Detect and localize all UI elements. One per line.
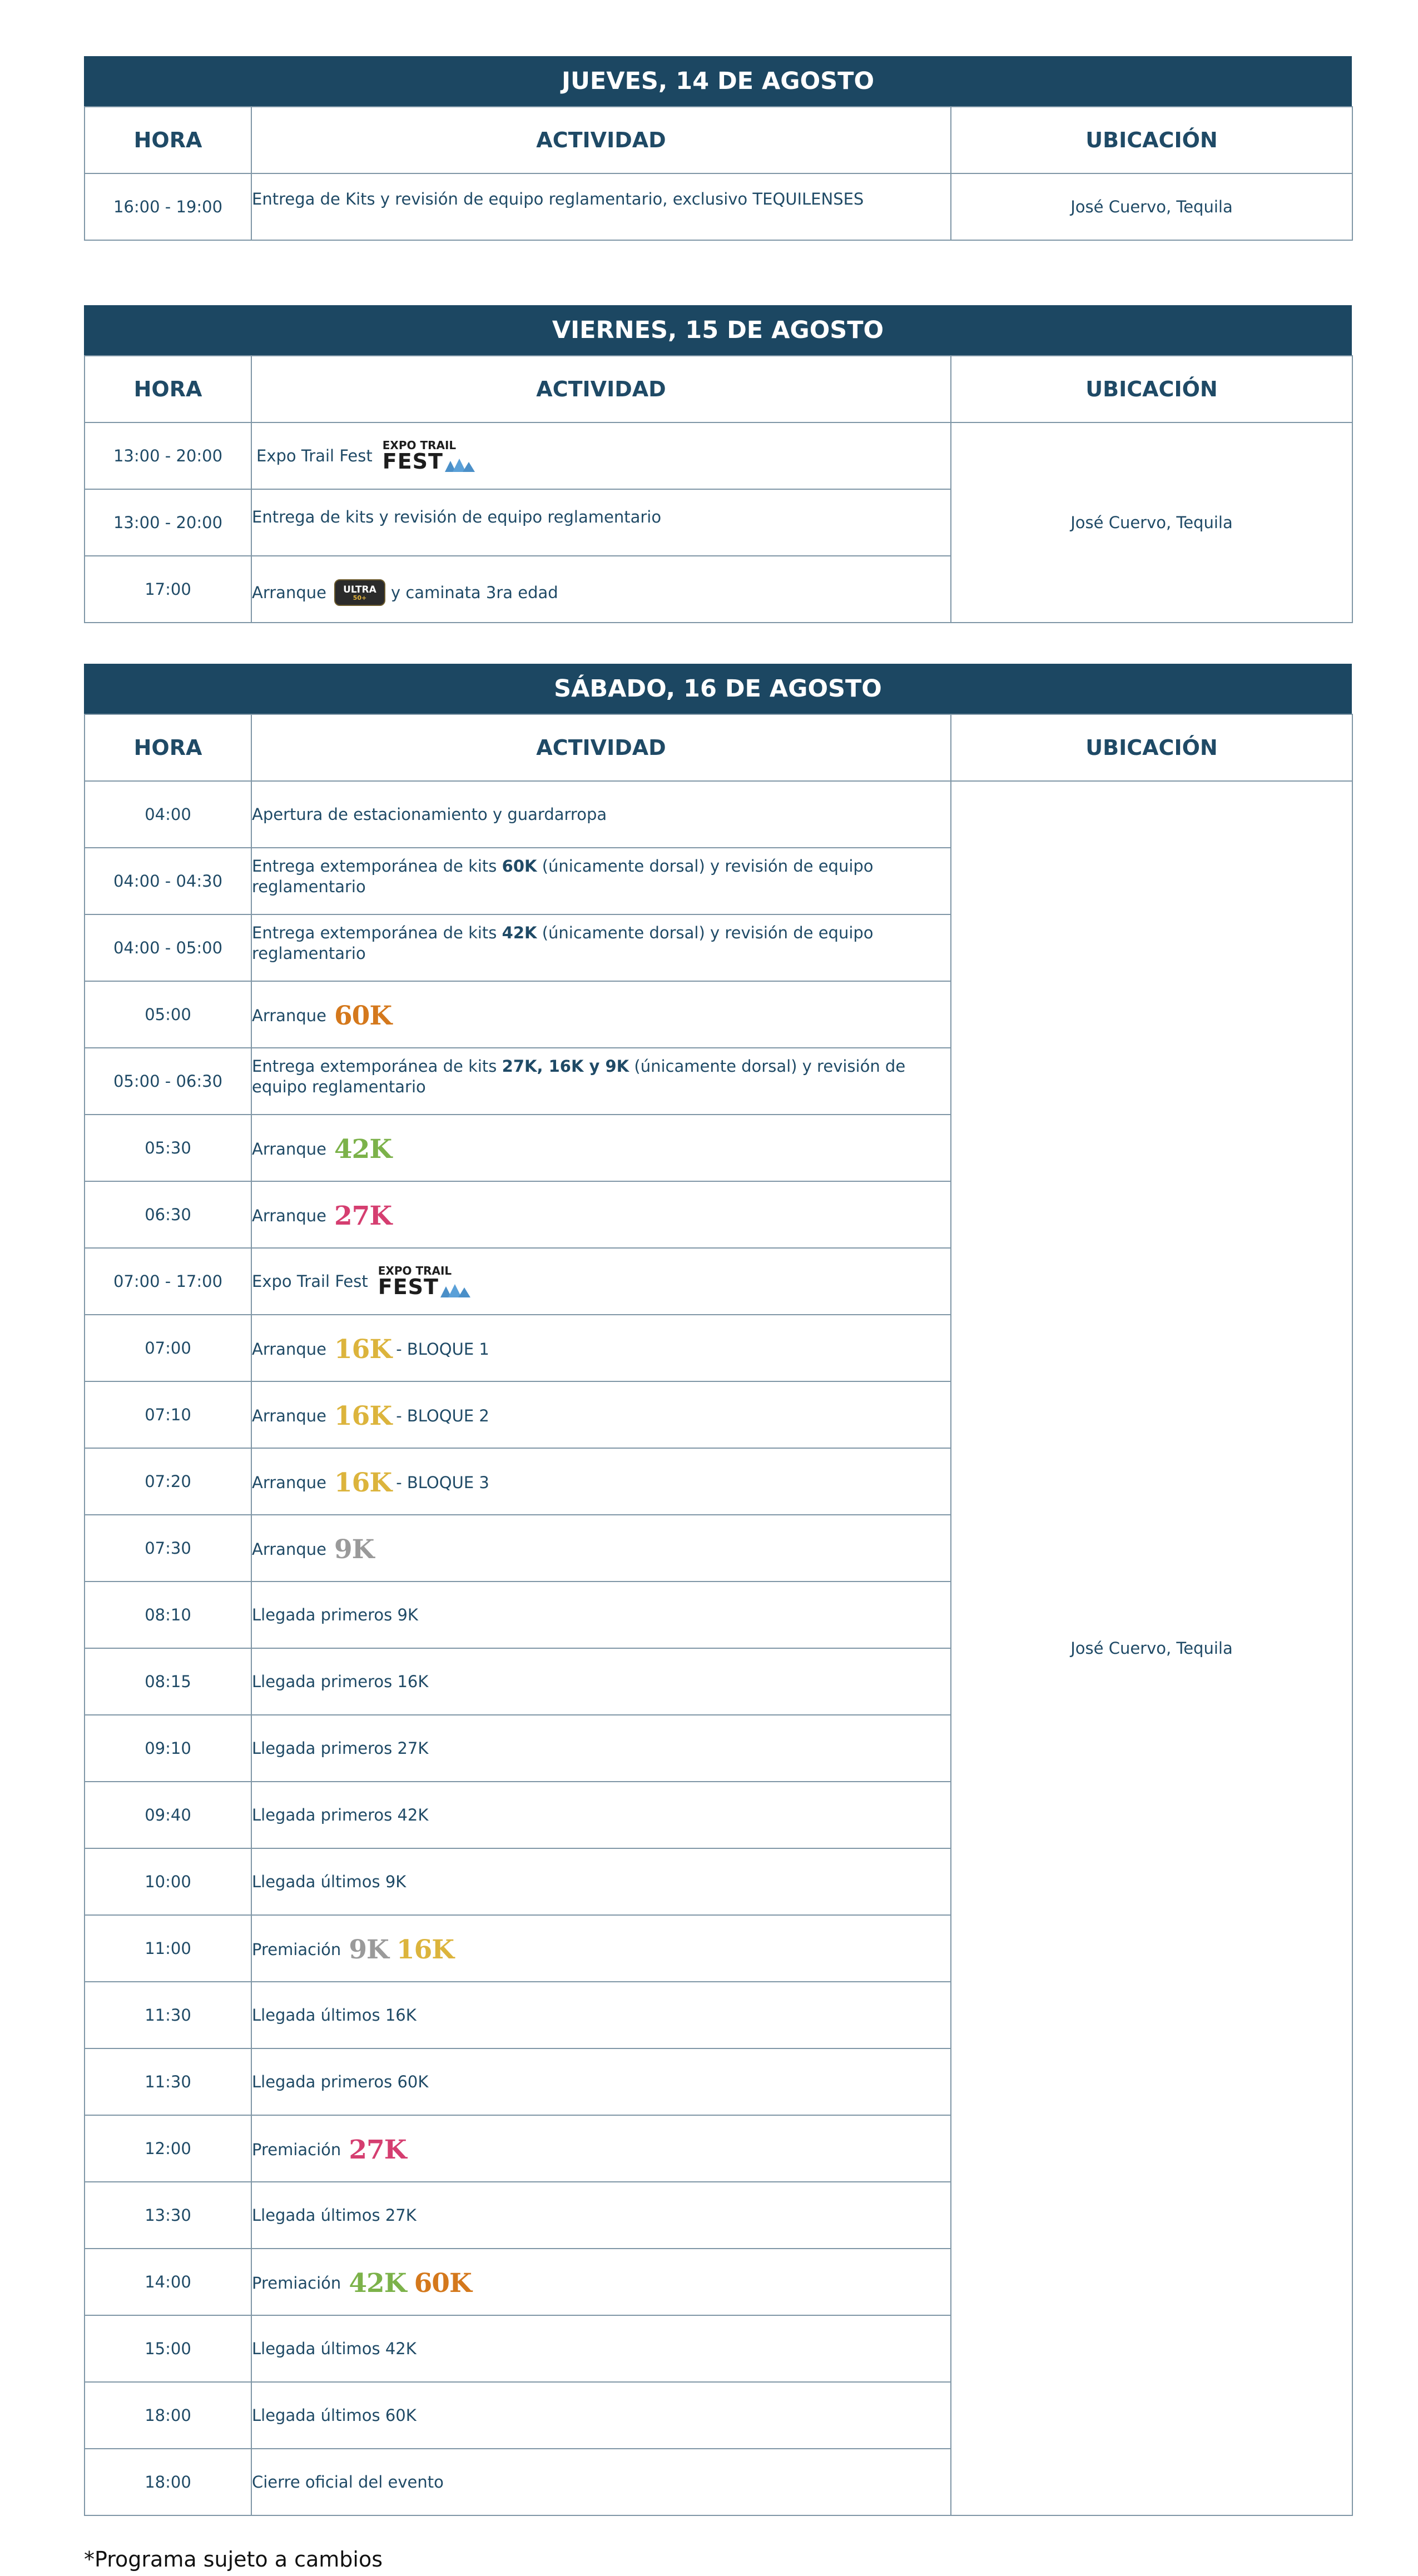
column-header-actividad: ACTIVIDAD <box>251 107 951 173</box>
time-cell: 08:15 <box>85 1648 251 1715</box>
column-header-hora: HORA <box>85 107 251 173</box>
time-cell: 17:00 <box>85 556 251 623</box>
distance-badge: 27K <box>349 2134 406 2165</box>
activity-cell <box>251 1982 951 2048</box>
activity-text: Llegada últimos 27K <box>252 2205 417 2225</box>
activity-cell <box>251 1448 951 1515</box>
activity-label: Premiación <box>252 2273 341 2292</box>
column-header-ubicacion: UBICACIÓN <box>951 714 1352 781</box>
ultra-50-logo <box>334 579 385 606</box>
activity-cell <box>251 1648 951 1715</box>
activity-content <box>252 1400 950 1431</box>
activity-cell <box>251 848 951 914</box>
column-header-hora: HORA <box>85 714 251 781</box>
time-cell: 11:30 <box>85 2048 251 2115</box>
time-cell: 12:00 <box>85 2115 251 2182</box>
activity-cell <box>251 2115 951 2182</box>
activity-content <box>252 1467 950 1498</box>
activity-cell <box>251 2048 951 2115</box>
activity-label: Arranque <box>252 1206 326 1225</box>
activity-label: Premiación <box>252 1940 341 1959</box>
time-cell: 11:00 <box>85 1915 251 1982</box>
distance-badge: 60K <box>334 1000 392 1031</box>
time-cell: 18:00 <box>85 2449 251 2515</box>
activity-text: Apertura de estacionamiento y guardarropa <box>252 804 607 824</box>
activity-content <box>252 2134 950 2165</box>
activity-label: Arranque <box>252 1139 326 1158</box>
footnote: *Programa sujeto a cambios <box>84 2547 383 2572</box>
time-cell: 06:30 <box>85 1181 251 1248</box>
day-title: VIERNES, 15 DE AGOSTO <box>84 305 1352 355</box>
expo-logo-top: EXPO TRAIL <box>382 439 457 452</box>
table-row <box>85 422 1352 489</box>
activity-suffix: - BLOQUE 1 <box>396 1339 489 1359</box>
distance-badge: 42K <box>349 2267 406 2299</box>
time-cell: 10:00 <box>85 1848 251 1915</box>
column-header-actividad: ACTIVIDAD <box>251 714 951 781</box>
expo-trail-fest-logo <box>383 440 475 472</box>
table-row <box>85 781 1352 848</box>
day-title: JUEVES, 14 DE AGOSTO <box>84 56 1352 106</box>
time-cell: 05:00 - 06:30 <box>85 1048 251 1115</box>
mountains-icon <box>445 457 475 472</box>
activity-cell <box>251 981 951 1048</box>
time-cell: 08:10 <box>85 1582 251 1648</box>
day-section-sabado <box>84 664 1352 2516</box>
activity-text: Entrega de Kits y revisión de equipo reglamentario, exclusivo TEQUILENSES <box>252 189 864 208</box>
activity-text <box>252 1056 950 1097</box>
activity-text: Llegada últimos 42K <box>252 2339 417 2358</box>
expo-logo-bottom: FEST <box>382 449 443 474</box>
activity-text: Llegada primeros 27K <box>252 1738 429 1758</box>
activity-text-post: (únicamente dorsal) y revisión de equipo reglamentario <box>252 923 874 963</box>
expo-logo-top: EXPO TRAIL <box>378 1264 452 1277</box>
ultra-logo-top: ULTRA <box>343 584 376 595</box>
distance-badge: 27K <box>334 1200 392 1231</box>
distance-badge: 9K <box>334 1534 374 1565</box>
activity-label: Arranque <box>252 1406 326 1425</box>
activity-text-bold: 42K <box>502 923 537 942</box>
expo-logo-bottom: FEST <box>378 1275 439 1299</box>
activity-cell <box>251 1848 951 1915</box>
activity-text: Llegada últimos 16K <box>252 2005 417 2025</box>
activity-text: Cierre oficial del evento <box>252 2472 444 2492</box>
activity-content <box>252 2267 950 2299</box>
time-cell: 05:30 <box>85 1115 251 1181</box>
time-cell: 13:00 - 20:00 <box>85 489 251 556</box>
mountains-icon <box>440 1283 470 1297</box>
activity-cell <box>251 1915 951 1982</box>
activity-cell <box>251 2315 951 2382</box>
distance-badge: 60K <box>414 2267 472 2299</box>
activity-content <box>252 1133 950 1165</box>
time-cell: 18:00 <box>85 2382 251 2449</box>
day-section-viernes <box>84 305 1352 623</box>
time-cell: 07:20 <box>85 1448 251 1515</box>
activity-text-bold: 27K, 16K y 9K <box>502 1057 629 1076</box>
column-header-hora: HORA <box>85 356 251 422</box>
time-cell: 09:40 <box>85 1782 251 1848</box>
activity-cell <box>251 1181 951 1248</box>
activity-cell <box>251 173 951 240</box>
activity-cell <box>251 2382 951 2449</box>
schedule-table <box>84 355 1353 623</box>
location-cell: José Cuervo, Tequila <box>951 173 1352 240</box>
time-cell: 16:00 - 19:00 <box>85 173 251 240</box>
activity-text-pre: Entrega extemporánea de kits <box>252 1057 502 1076</box>
time-cell: 05:00 <box>85 981 251 1048</box>
activity-content <box>252 1934 950 1965</box>
activity-cell <box>251 914 951 981</box>
distance-badge: 16K <box>334 1334 392 1365</box>
column-header-ubicacion: UBICACIÓN <box>951 107 1352 173</box>
distance-badge: 16K <box>396 1934 454 1965</box>
activity-label: Arranque <box>252 1539 326 1559</box>
activity-cell <box>251 1782 951 1848</box>
distance-badge: 9K <box>349 1934 389 1965</box>
activity-cell <box>251 489 951 556</box>
activity-text-post: (únicamente dorsal) y revisión de equipo reglamentario <box>252 857 874 896</box>
activity-cell <box>251 1715 951 1782</box>
activity-cell <box>251 1115 951 1181</box>
time-cell: 04:00 <box>85 781 251 848</box>
time-cell: 15:00 <box>85 2315 251 2382</box>
activity-label: Arranque <box>252 1006 326 1025</box>
time-cell: 07:00 <box>85 1315 251 1381</box>
activity-content <box>252 1000 950 1031</box>
activity-text: Llegada últimos 60K <box>252 2405 417 2425</box>
activity-content <box>252 1265 950 1297</box>
activity-text: Expo Trail Fest <box>256 446 373 465</box>
activity-label: Premiación <box>252 2140 341 2159</box>
activity-suffix: - BLOQUE 2 <box>396 1406 489 1425</box>
activity-text: Expo Trail Fest <box>252 1271 368 1291</box>
activity-text: Llegada primeros 16K <box>252 1672 429 1691</box>
activity-text <box>252 923 950 964</box>
column-header-ubicacion: UBICACIÓN <box>951 356 1352 422</box>
ultra-logo-bottom: 50+ <box>353 594 367 601</box>
activity-cell <box>251 2249 951 2315</box>
activity-cell <box>251 1048 951 1115</box>
activity-cell <box>251 1248 951 1315</box>
time-cell: 07:30 <box>85 1515 251 1582</box>
distance-badge: 16K <box>334 1467 392 1498</box>
activity-cell <box>251 1315 951 1381</box>
location-cell: José Cuervo, Tequila <box>951 422 1352 623</box>
location-cell: José Cuervo, Tequila <box>951 781 1352 2515</box>
activity-cell <box>251 781 951 848</box>
activity-text: y caminata 3ra edad <box>390 583 558 602</box>
activity-content <box>252 1200 950 1231</box>
activity-cell <box>251 556 951 623</box>
schedule-table <box>84 714 1353 2516</box>
time-cell: 04:00 - 04:30 <box>85 848 251 914</box>
activity-content <box>252 1534 950 1565</box>
activity-cell <box>251 422 951 489</box>
schedule-table <box>84 106 1353 241</box>
day-section-jueves <box>84 56 1352 241</box>
activity-content <box>252 1334 950 1365</box>
activity-text: Llegada primeros 60K <box>252 2072 429 2091</box>
activity-text-bold: 60K <box>502 857 537 876</box>
activity-text: Llegada primeros 9K <box>252 1605 418 1624</box>
time-cell: 07:00 - 17:00 <box>85 1248 251 1315</box>
activity-cell <box>251 1515 951 1582</box>
activity-text <box>252 856 950 897</box>
activity-cell <box>251 1381 951 1448</box>
activity-text-pre: Entrega extemporánea de kits <box>252 857 502 876</box>
expo-trail-fest-logo <box>378 1265 470 1297</box>
activity-suffix: - BLOQUE 3 <box>396 1473 489 1492</box>
distance-badge: 16K <box>334 1400 392 1431</box>
time-cell: 09:10 <box>85 1715 251 1782</box>
distance-badge: 42K <box>334 1133 392 1165</box>
activity-text: Llegada primeros 42K <box>252 1805 429 1824</box>
activity-text: Llegada últimos 9K <box>252 1872 406 1891</box>
activity-text-post: (únicamente dorsal) y revisión de equipo reglamentario <box>252 1057 906 1096</box>
activity-cell <box>251 2182 951 2249</box>
activity-cell <box>251 1582 951 1648</box>
time-cell: 13:30 <box>85 2182 251 2249</box>
time-cell: 04:00 - 05:00 <box>85 914 251 981</box>
time-cell: 11:30 <box>85 1982 251 2048</box>
column-header-actividad: ACTIVIDAD <box>251 356 951 422</box>
activity-text-pre: Entrega extemporánea de kits <box>252 923 502 942</box>
time-cell: 13:00 - 20:00 <box>85 422 251 489</box>
activity-text: Arranque <box>252 583 326 602</box>
day-title: SÁBADO, 16 DE AGOSTO <box>84 664 1352 714</box>
activity-label: Arranque <box>252 1473 326 1492</box>
time-cell: 07:10 <box>85 1381 251 1448</box>
activity-text: Entrega de kits y revisión de equipo reglamentario <box>252 507 662 526</box>
activity-label: Arranque <box>252 1339 326 1359</box>
table-row <box>85 173 1352 240</box>
time-cell: 14:00 <box>85 2249 251 2315</box>
activity-cell <box>251 2449 951 2515</box>
